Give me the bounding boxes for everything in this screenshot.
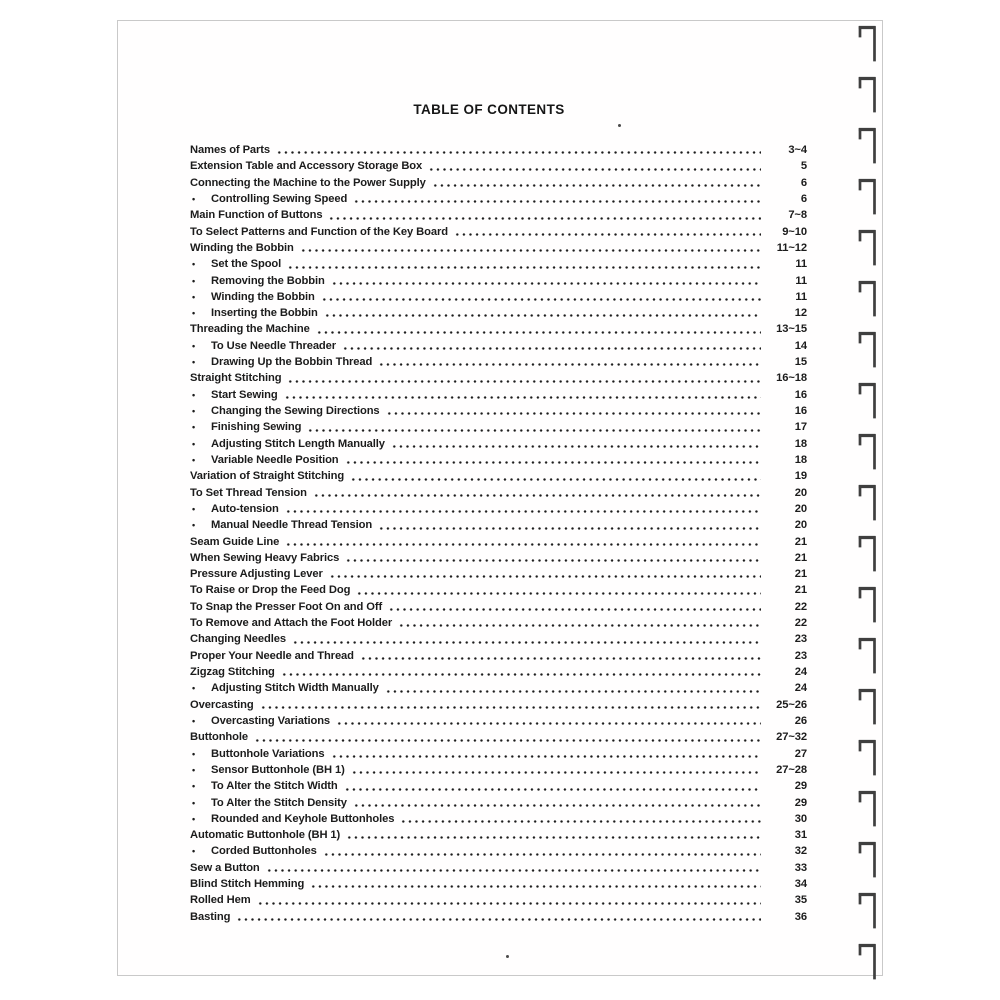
toc-row	[190, 582, 807, 598]
toc-entry-page-number: 25~26	[776, 698, 807, 711]
toc-entry-page-number: 34	[794, 878, 807, 891]
comb-binding-hook-icon	[856, 584, 880, 629]
toc-row	[190, 762, 807, 778]
scan-speck	[506, 955, 509, 958]
dot-leader	[353, 804, 761, 807]
bullet-icon: •	[192, 291, 196, 302]
toc-entry-label: Auto-tension	[211, 502, 279, 515]
toc-entry-label: Blind Stitch Hemming	[190, 878, 305, 891]
dot-leader	[287, 380, 761, 383]
comb-binding-hook-icon	[856, 533, 880, 578]
dot-leader	[345, 461, 761, 464]
dot-leader	[398, 624, 761, 627]
bullet-icon: •	[192, 781, 196, 792]
toc-row	[190, 387, 807, 403]
toc-row	[190, 207, 807, 223]
toc-entry-label: Finishing Sewing	[211, 421, 302, 434]
toc-entry-page-number: 3~4	[788, 144, 807, 156]
toc-row	[190, 452, 807, 468]
dot-leader	[331, 282, 761, 285]
dot-leader	[254, 739, 761, 742]
toc-entry-page-number: 29	[794, 780, 807, 793]
toc-row	[190, 599, 807, 615]
toc-entry-label: Names of Parts	[190, 144, 271, 156]
toc-entry-page-number: 11~12	[776, 241, 807, 254]
dot-leader	[300, 249, 761, 252]
toc-entry-label: Changing Needles	[190, 633, 286, 646]
toc-entry-page-number: 18	[794, 453, 807, 466]
toc-row	[190, 354, 807, 370]
toc-entry-label: Adjusting Stitch Width Manually	[211, 682, 379, 695]
toc-entry-page-number: 13~15	[776, 323, 807, 336]
dot-leader	[432, 184, 761, 187]
dot-leader	[276, 151, 761, 154]
bullet-icon: •	[192, 438, 196, 449]
toc-row	[190, 697, 807, 713]
toc-entry-page-number: 22	[794, 600, 807, 613]
toc-entry-label: Threading the Machine	[190, 323, 310, 336]
toc-entry-page-number: 6	[800, 176, 807, 189]
toc-row	[190, 142, 807, 158]
dot-leader	[328, 217, 761, 220]
toc-entry-label: Buttonhole	[190, 731, 249, 744]
toc-entry-page-number: 6	[800, 192, 807, 205]
dot-leader	[385, 690, 761, 693]
comb-binding-hook-icon	[856, 278, 880, 323]
toc-entry-label: Pressure Adjusting Lever	[190, 568, 323, 581]
bullet-icon: •	[192, 422, 196, 433]
dot-leader	[313, 494, 761, 497]
toc-entry-label: Proper Your Needle and Thread	[190, 649, 354, 662]
toc-row	[190, 648, 807, 664]
toc-entry-page-number: 21	[794, 535, 807, 548]
toc-row	[190, 175, 807, 191]
toc-entry-page-number: 15	[794, 356, 807, 369]
dot-leader	[316, 331, 761, 334]
bullet-icon: •	[192, 813, 196, 824]
toc-row	[190, 795, 807, 811]
toc-entry-page-number: 19	[794, 470, 807, 483]
toc-entry-page-number: 30	[794, 812, 807, 825]
bullet-icon: •	[192, 275, 196, 286]
toc-entry-label: Manual Needle Thread Tension	[211, 519, 373, 532]
toc-row	[190, 811, 807, 827]
dot-leader	[287, 266, 761, 269]
dot-leader	[342, 347, 761, 350]
toc-entry-label: Overcasting	[190, 698, 254, 711]
toc-entry-page-number: 17	[794, 421, 807, 434]
toc-entry-page-number: 21	[794, 551, 807, 564]
comb-binding-hook-icon	[856, 686, 880, 731]
toc-entry-label: To Snap the Presser Foot On and Off	[190, 600, 383, 613]
toc-row	[190, 860, 807, 876]
dot-leader	[378, 527, 761, 530]
toc-entry-label: Automatic Buttonhole (BH 1)	[190, 829, 341, 842]
toc-row	[190, 517, 807, 533]
toc-entry-page-number: 35	[794, 894, 807, 907]
toc-row	[190, 403, 807, 419]
comb-binding-hook-icon	[856, 788, 880, 833]
toc-entry-label: To Raise or Drop the Feed Dog	[190, 584, 351, 597]
toc-entry-label: Variable Needle Position	[211, 453, 339, 466]
toc-list	[190, 142, 807, 925]
toc-entry-label: Extension Table and Accessory Storage Box	[190, 160, 423, 173]
toc-row	[190, 843, 807, 859]
dot-leader	[351, 771, 761, 774]
toc-entry-label: Winding the Bobbin	[211, 290, 315, 303]
toc-entry-page-number: 33	[794, 861, 807, 874]
toc-entry-page-number: 11	[795, 290, 807, 303]
toc-entry-page-number: 24	[794, 682, 807, 695]
toc-entry-label: Changing the Sewing Directions	[211, 405, 380, 417]
toc-entry-label: Seam Guide Line	[190, 535, 280, 548]
dot-leader	[285, 543, 761, 546]
toc-entry-label: Rounded and Keyhole Buttonholes	[211, 812, 395, 825]
toc-entry-page-number: 20	[794, 486, 807, 499]
toc-entry-label: Corded Buttonholes	[211, 845, 317, 858]
bullet-icon: •	[192, 389, 196, 400]
toc-row	[190, 566, 807, 582]
toc-row	[190, 876, 807, 892]
bullet-icon: •	[192, 454, 196, 465]
comb-binding-hook-icon	[856, 431, 880, 476]
dot-leader	[307, 429, 761, 432]
toc-entry-label: Straight Stitching	[190, 372, 282, 385]
toc-entry-page-number: 21	[794, 568, 807, 581]
toc-entry-label: When Sewing Heavy Fabrics	[190, 551, 340, 564]
toc-entry-label: Connecting the Machine to the Power Supply	[190, 176, 426, 189]
toc-entry-label: To Set Thread Tension	[190, 486, 307, 499]
toc-entry-page-number: 23	[794, 649, 807, 662]
toc-row	[190, 240, 807, 256]
bullet-icon: •	[192, 797, 196, 808]
toc-row	[190, 827, 807, 843]
bullet-icon: •	[192, 357, 196, 368]
comb-binding-hook-icon	[856, 125, 880, 170]
comb-binding-hook-icon	[856, 176, 880, 221]
dot-leader	[344, 788, 761, 791]
comb-binding-hook-icon	[856, 941, 880, 986]
bullet-icon: •	[192, 259, 196, 270]
toc-row	[190, 468, 807, 484]
comb-binding-hook-icon	[856, 227, 880, 272]
toc-entry-page-number: 16	[794, 388, 807, 401]
dot-leader	[329, 575, 761, 578]
toc-row	[190, 436, 807, 452]
toc-entry-label: Overcasting Variations	[211, 714, 331, 727]
toc-row	[190, 191, 807, 207]
toc-entry-label: To Alter the Stitch Density	[211, 796, 347, 809]
dot-leader	[378, 363, 761, 366]
bullet-icon: •	[192, 193, 196, 204]
toc-entry-page-number: 24	[794, 666, 807, 678]
dot-leader	[266, 869, 761, 872]
dot-leader	[391, 445, 761, 448]
toc-row	[190, 338, 807, 354]
toc-entry-label: Zigzag Stitching	[190, 666, 275, 678]
toc-entry-page-number: 32	[794, 845, 807, 858]
toc-row	[190, 615, 807, 631]
bullet-icon: •	[192, 846, 196, 857]
toc-entry-page-number: 11	[795, 258, 807, 271]
toc-row	[190, 534, 807, 550]
toc-row	[190, 892, 807, 908]
dot-leader	[346, 836, 761, 839]
comb-binding-hook-icon	[856, 890, 880, 935]
toc-entry-page-number: 21	[794, 584, 807, 597]
toc-row	[190, 631, 807, 647]
toc-entry-label: Set the Spool	[211, 258, 282, 271]
comb-binding-hook-icon	[856, 482, 880, 527]
dot-leader	[310, 885, 761, 888]
dot-leader	[336, 722, 761, 725]
toc-entry-page-number: 5	[800, 160, 807, 173]
toc-entry-page-number: 20	[794, 502, 807, 515]
toc-entry-label: To Select Patterns and Function of the Key Board	[190, 225, 448, 238]
toc-entry-label: Winding the Bobbin	[190, 241, 294, 254]
dot-leader	[257, 902, 761, 905]
toc-entry-label: Sew a Button	[190, 861, 260, 874]
dot-leader	[454, 233, 761, 236]
toc-entry-page-number: 22	[794, 617, 807, 630]
toc-entry-label: Drawing Up the Bobbin Thread	[211, 356, 373, 369]
dot-leader	[331, 755, 761, 758]
toc-entry-label: Removing the Bobbin	[211, 274, 325, 287]
toc-row	[190, 664, 807, 680]
bullet-icon: •	[192, 748, 196, 759]
dot-leader	[400, 820, 761, 823]
toc-entry-label: Inserting the Bobbin	[211, 307, 318, 320]
toc-entry-label: To Use Needle Threader	[211, 339, 337, 352]
toc-entry-page-number: 23	[794, 633, 807, 646]
toc-row	[190, 224, 807, 240]
toc-row	[190, 289, 807, 305]
bullet-icon: •	[192, 715, 196, 726]
toc-row	[190, 729, 807, 745]
toc-row	[190, 485, 807, 501]
dot-leader	[428, 168, 761, 171]
toc-entry-page-number: 14	[794, 339, 807, 352]
bullet-icon: •	[192, 406, 196, 416]
toc-entry-page-number: 27~28	[776, 763, 807, 776]
comb-binding-hook-icon	[856, 380, 880, 425]
dot-leader	[360, 657, 761, 660]
toc-entry-page-number: 27	[794, 747, 807, 760]
dot-leader	[285, 510, 761, 513]
toc-entry-label: To Remove and Attach the Foot Holder	[190, 617, 393, 630]
toc-entry-label: Sensor Buttonhole (BH 1)	[211, 763, 345, 776]
comb-binding-hook-icon	[856, 839, 880, 884]
comb-binding-hook-icon	[856, 329, 880, 374]
dot-leader	[386, 412, 761, 415]
toc-row	[190, 370, 807, 386]
toc-entry-page-number: 16~18	[776, 372, 807, 385]
toc-entry-page-number: 29	[794, 796, 807, 809]
dot-leader	[281, 673, 761, 676]
toc-entry-page-number: 31	[794, 829, 807, 842]
toc-row	[190, 321, 807, 337]
scanned-manual-page	[117, 20, 883, 976]
toc-row	[190, 778, 807, 794]
binding-marks	[856, 21, 884, 977]
toc-entry-page-number: 18	[794, 437, 807, 450]
dot-leader	[356, 592, 761, 595]
bullet-icon: •	[192, 683, 196, 694]
scan-speck	[618, 124, 621, 127]
toc-row	[190, 909, 807, 925]
dot-leader	[260, 706, 761, 709]
toc-entry-page-number: 16	[794, 405, 807, 417]
toc-row	[190, 501, 807, 517]
bullet-icon: •	[192, 764, 196, 775]
toc-entry-label: Start Sewing	[211, 388, 278, 401]
toc-row	[190, 550, 807, 566]
toc-entry-label: Variation of Straight Stitching	[190, 470, 345, 483]
toc-entry-label: To Alter the Stitch Width	[211, 780, 338, 793]
toc-entry-page-number: 9~10	[782, 225, 807, 238]
dot-leader	[284, 396, 761, 399]
toc-row	[190, 680, 807, 696]
toc-row	[190, 713, 807, 729]
toc-entry-page-number: 12	[794, 307, 807, 320]
dot-leader	[324, 314, 761, 317]
toc-entry-page-number: 26	[794, 714, 807, 727]
toc-entry-page-number: 36	[794, 910, 807, 923]
toc-row	[190, 273, 807, 289]
dot-leader	[388, 608, 761, 611]
comb-binding-hook-icon	[856, 635, 880, 680]
toc-row	[190, 158, 807, 174]
bullet-icon: •	[192, 308, 196, 319]
toc-row	[190, 256, 807, 272]
toc-row	[190, 419, 807, 435]
toc-entry-page-number: 7~8	[788, 209, 807, 222]
toc-entry-label: Adjusting Stitch Length Manually	[211, 437, 385, 450]
bullet-icon: •	[192, 503, 196, 514]
toc-entry-label: Basting	[190, 910, 231, 923]
dot-leader	[323, 853, 761, 856]
dot-leader	[345, 559, 761, 562]
dot-leader	[236, 918, 761, 921]
toc-entry-label: Buttonhole Variations	[211, 747, 325, 760]
dot-leader	[321, 298, 761, 301]
toc-entry-page-number: 27~32	[776, 731, 807, 744]
bullet-icon: •	[192, 340, 196, 351]
toc-row	[190, 305, 807, 321]
toc-entry-page-number: 11	[795, 274, 807, 287]
bullet-icon: •	[192, 520, 196, 531]
comb-binding-hook-icon	[856, 737, 880, 782]
dot-leader	[353, 200, 761, 203]
toc-row	[190, 746, 807, 762]
toc-entry-page-number: 20	[794, 519, 807, 532]
toc-entry-label: Rolled Hem	[190, 894, 251, 907]
dot-leader	[350, 478, 761, 481]
toc-entry-label: Main Function of Buttons	[190, 209, 323, 222]
dot-leader	[292, 641, 761, 644]
page-title: TABLE OF CONTENTS	[413, 102, 565, 117]
toc-entry-label: Controlling Sewing Speed	[211, 192, 348, 205]
comb-binding-hook-icon	[856, 23, 880, 68]
